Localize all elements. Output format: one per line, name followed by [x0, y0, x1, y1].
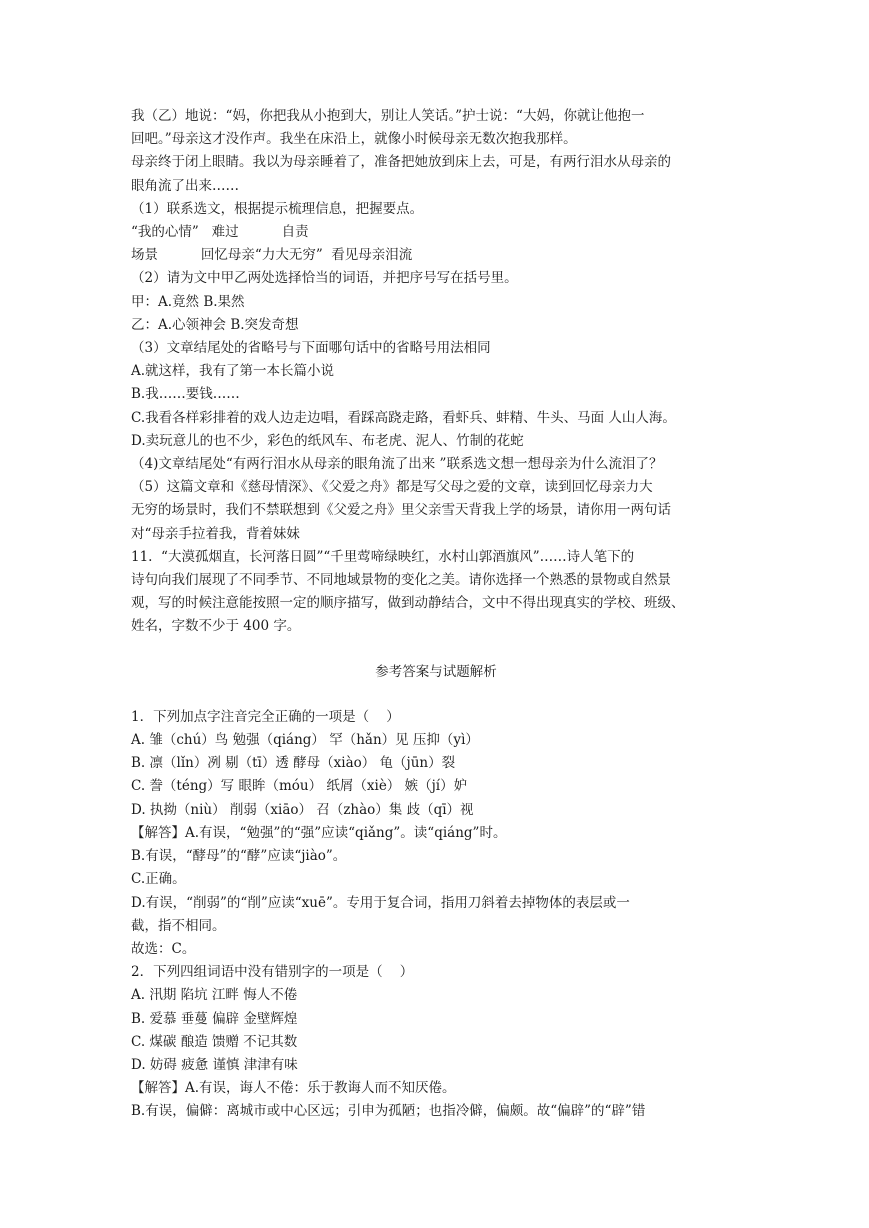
answer-line: 截，指不相同。	[131, 917, 226, 934]
question-line: 观，写的时候注意能按照一定的顺序描写，做到动静结合，文中不得出现真实的学校、班级、	[131, 595, 685, 612]
question-line: 甲：A.竟然 B.果然	[131, 293, 245, 310]
question-line: A.就这样，我有了第一本长篇小说	[131, 363, 335, 380]
question-line: 场景 回忆母亲“力大无穷” 看见母亲泪流	[131, 247, 413, 264]
answer-line: B.有误，偏僻：离城市或中心区远；引申为孤陋；也指冷僻，偏颇。故“偏辟”的“辟”错	[131, 1103, 646, 1120]
question-line: B.我……要钱……	[131, 386, 240, 403]
question-line: （4)文章结尾处“有两行泪水从母亲的眼角流了出来 ”联系选文想一想母亲为什么流泪了？	[131, 456, 663, 473]
passage-line: 我（乙）地说：“妈，你把我从小抱到大，别让人笑话。”护士说：“大妈，你就让他抱一	[131, 108, 645, 124]
answer-line: 【解答】A.有误，“勉强”的“强”应读“qiǎng”。读“qiáng”时。	[131, 824, 507, 841]
document-content	[131, 105, 741, 1124]
answer-line: C.正确。	[131, 871, 186, 888]
answer-line: 【解答】A.有误，诲人不倦：乐于教诲人而不知厌倦。	[131, 1080, 456, 1097]
question-line: “我的心情” 难过 自责	[131, 224, 309, 241]
question-line: 姓名，字数不少于 400 字。	[131, 618, 301, 635]
section-gap	[131, 684, 741, 706]
answer-line: C. 誊（téng）写 眼眸（móu） 纸屑（xiè） 嫉（jí）妒	[131, 778, 468, 795]
question-line: （3）文章结尾处的省略号与下面哪句话中的省略号用法相同	[131, 340, 491, 357]
question-line: 无穷的场景时，我们不禁联想到《父爱之舟》里父亲雪天背我上学的场景，请你用一两句话	[131, 502, 671, 519]
question-line: 乙：A.心领神会 B.突发奇想	[131, 316, 299, 333]
answer-line: D. 执拗（niù） 削弱（xiāo） 召（zhào）集 歧（qī）视	[131, 801, 474, 818]
question-line: （1）联系选文，根据提示梳理信息，把握要点。	[131, 200, 424, 217]
question-line: 诗句向我们展现了不同季节、不同地域景物的变化之美。请你选择一个熟悉的景物或自然景	[131, 572, 671, 589]
answer-line: A. 雏（chú）鸟 勉强（qiáng） 罕（hǎn）见 压抑（yì）	[131, 732, 479, 749]
answer-line: 1．下列加点字注音完全正确的一项是（ ）	[131, 708, 400, 725]
question-line: D.卖玩意儿的也不少，彩色的纸风车、布老虎、泥人、竹制的花蛇	[131, 432, 524, 449]
questions-section	[131, 198, 741, 639]
section-gap	[131, 639, 741, 661]
answer-line: C. 煤碳 酿造 馈赠 不记其数	[131, 1033, 298, 1050]
answer-line: B.有误，“酵母”的“酵”应读“jiào”。	[131, 848, 347, 865]
passage-section	[131, 105, 741, 198]
answer-line: 故选：C。	[131, 940, 196, 957]
answer-line: A. 汛期 陷坑 江畔 悔人不倦	[131, 987, 298, 1004]
question-line: C.我看各样彩排着的戏人边走边唱，看踩高跷走路，看虾兵、蚌精、牛头、马面 人山人海。	[131, 409, 676, 426]
question-line: （2）请为文中甲乙两处选择恰当的词语，并把序号写在括号里。	[131, 270, 518, 287]
answer-line: D.有误，“削弱”的“削”应读“xuē”。专用于复合词，指用刀斜着去掉物体的表层或一	[131, 894, 630, 911]
answer-line: 2．下列四组词语中没有错别字的一项是（ ）	[131, 964, 414, 981]
answer-line: B. 爱慕 垂蔓 偏辟 金壁辉煌	[131, 1010, 298, 1027]
answer-line: B. 凛（lǐn）冽 剔（tī）透 酵母（xiào） 龟（jūn）裂	[131, 755, 456, 772]
passage-line: 母亲终于闭上眼睛。我以为母亲睡着了，准备把她放到床上去，可是，有两行泪水从母亲的	[131, 154, 671, 171]
question-line: 对“母亲手拉着我，背着妹妹	[131, 525, 300, 542]
passage-line: 回吧。”母亲这才没作声。我坐在床沿上，就像小时候母亲无数次抱我那样。	[131, 131, 577, 148]
answers-section	[131, 706, 741, 1124]
answers-title: 参考答案与试题解析	[375, 663, 497, 680]
question-line: 11. “大漠孤烟直，长河落日圆”“千里莺啼绿映红，水村山郭酒旗风”……诗人笔下的	[131, 548, 635, 565]
question-line: （5）这篇文章和《慈母情深》、《父爱之舟》都是写父母之爱的文章，读到回忆母亲力大	[131, 479, 653, 496]
answer-line: D. 妨碍 疲惫 谨慎 津津有味	[131, 1056, 298, 1073]
passage-line: 眼角流了出来……	[131, 177, 239, 194]
